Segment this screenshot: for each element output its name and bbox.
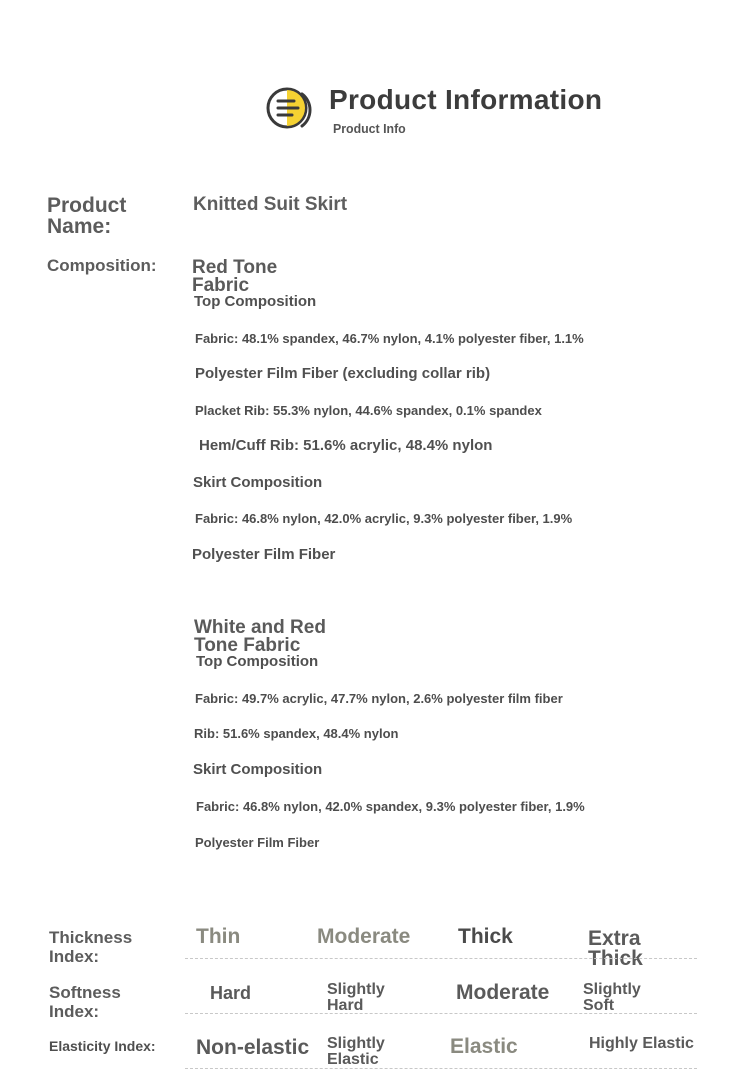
page-title: Product Information: [329, 84, 603, 115]
red-tone-title: Red Tone Fabric: [192, 257, 278, 296]
wr-skirt-fabric-cont: Polyester Film Fiber: [195, 835, 320, 850]
elasticity-index-label: Elasticity Index:: [49, 1038, 156, 1054]
composition-label: Composition:: [47, 256, 157, 275]
red-top-fabric-cont: Polyester Film Fiber (excluding collar rib): [195, 365, 491, 382]
page-subtitle: Product Info: [333, 121, 406, 136]
wr-skirt-fabric: Fabric: 46.8% nylon, 42.0% spandex, 9.3% polyester fiber, 1.9%: [196, 799, 585, 814]
elasticity-option-slightly-elastic: Slightly Elastic: [327, 1035, 385, 1068]
product-name-value: Knitted Suit Skirt: [193, 194, 348, 215]
wr-top-fabric: Fabric: 49.7% acrylic, 47.7% nylon, 2.6% polyester film fiber: [195, 691, 563, 706]
thickness-option-thin: Thin: [196, 925, 241, 948]
softness-option-slightly-hard: Slightly Hard: [327, 981, 385, 1014]
elasticity-option-elastic: Elastic: [450, 1035, 518, 1058]
wr-top-heading: Top Composition: [196, 653, 319, 670]
softness-index-label: Softness Index:: [49, 983, 121, 1021]
red-skirt-fabric: Fabric: 46.8% nylon, 42.0% acrylic, 9.3% polyester fiber, 1.9%: [195, 511, 573, 526]
product-name-label: Product Name:: [47, 194, 127, 238]
wr-skirt-heading: Skirt Composition: [193, 761, 323, 778]
thickness-index-label: Thickness Index:: [49, 928, 133, 966]
document-list-icon: [266, 86, 316, 132]
softness-option-moderate: Moderate: [456, 981, 550, 1004]
softness-option-hard: Hard: [210, 983, 252, 1003]
elasticity-divider: [185, 1068, 697, 1069]
thickness-option-thick: Thick: [458, 925, 513, 948]
thickness-divider: [185, 958, 697, 959]
elasticity-option-non-elastic: Non-elastic: [196, 1036, 310, 1059]
elasticity-option-highly-elastic: Highly Elastic: [589, 1035, 694, 1052]
red-placket: Placket Rib: 55.3% nylon, 44.6% spandex, 0.1% spandex: [195, 403, 542, 418]
thickness-option-moderate: Moderate: [317, 925, 411, 948]
wr-rib: Rib: 51.6% spandex, 48.4% nylon: [194, 726, 399, 741]
red-top-fabric: Fabric: 48.1% spandex, 46.7% nylon, 4.1% polyester fiber, 1.1%: [195, 331, 584, 346]
softness-divider: [185, 1013, 697, 1014]
red-hem: Hem/Cuff Rib: 51.6% acrylic, 48.4% nylon: [199, 437, 493, 454]
red-skirt-fabric-cont: Polyester Film Fiber: [192, 546, 336, 563]
white-red-tone-title: White and Red Tone Fabric: [194, 617, 326, 656]
red-skirt-heading: Skirt Composition: [193, 474, 323, 491]
red-top-heading: Top Composition: [194, 293, 317, 310]
thickness-option-extra-thick: Extra Thick: [588, 927, 643, 970]
softness-option-slightly-soft: Slightly Soft: [583, 981, 641, 1014]
